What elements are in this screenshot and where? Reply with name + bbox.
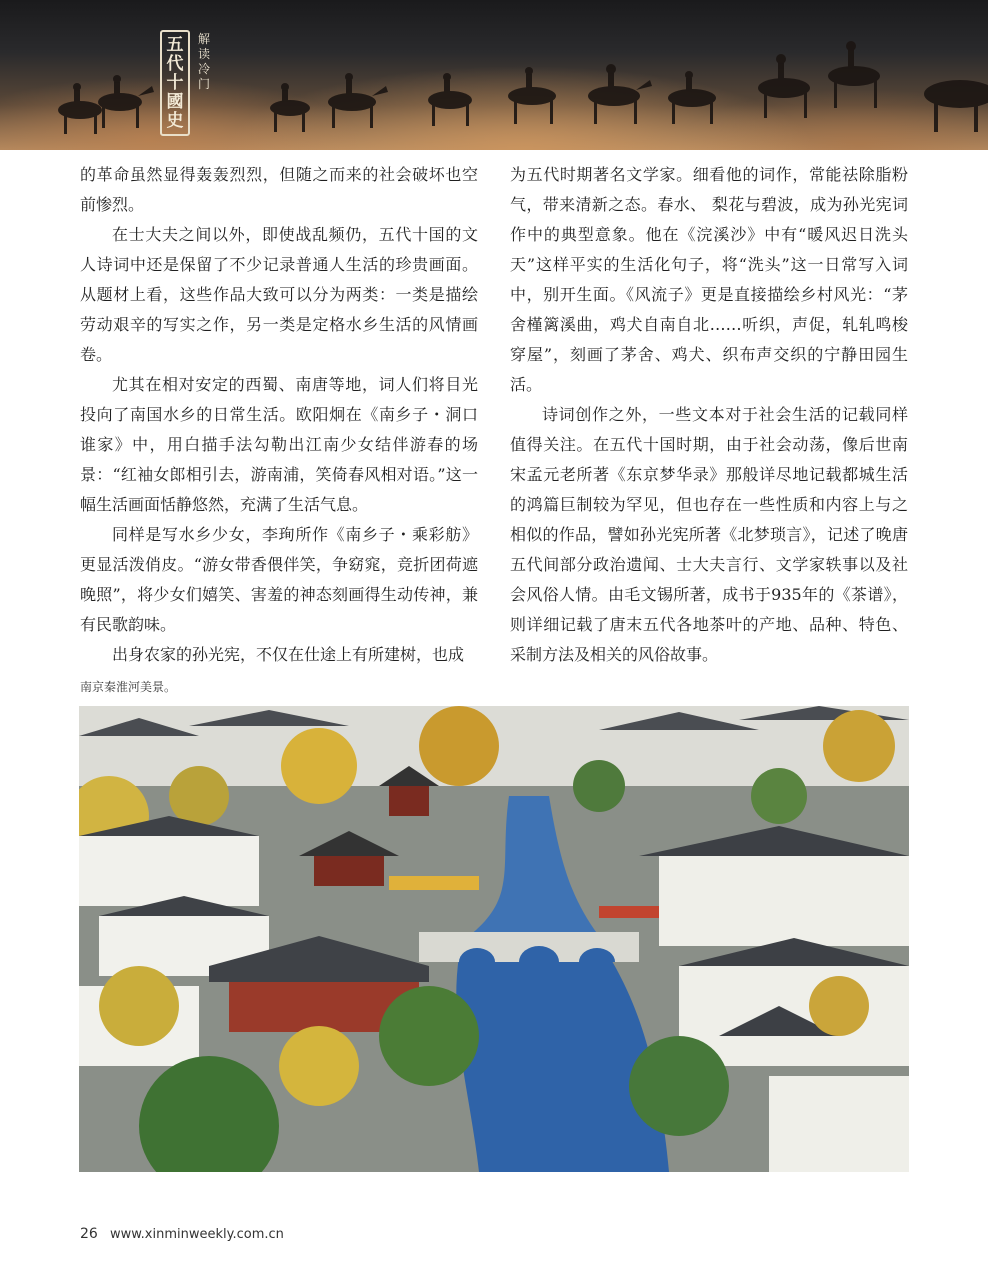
photo-caption: 南京秦淮河美景。 bbox=[80, 680, 177, 694]
paragraph: 诗词创作之外，一些文本对于社会生活的记载同样值得关注。在五代十国时期，由于社会动荡，像后世南宋孟元老所著《东京梦华录》那般详尽地记载都城生活的鸿篇巨制较为罕见，但也存在一些性质和内容上与之相似的作品，譬如孙光宪所著《北梦琐言》，记述了晚唐五代间部分政治遗闻、士大夫言行、文学家轶事以及社会风俗人情。由毛文锡所著，成书于935年的《茶谱》，则详细记载了唐末五代各地茶叶的产地、品种、特色、采制方法及相关的风俗故事。 bbox=[510, 405, 908, 664]
paragraph: 同样是写水乡少女，李珣所作《南乡子・乘彩舫》更显活泼俏皮。“游女带香偎伴笑，争窈窕，竞折团荷遮晚照”，将少女们嬉笑、害羞的神态刻画得生动传神，兼有民歌韵味。 bbox=[80, 525, 478, 634]
page-footer bbox=[80, 1226, 284, 1242]
paragraph: 尤其在相对安定的西蜀、南唐等地，词人们将目光投向了南国水乡的日常生活。欧阳炯在《南乡子・洞口谁家》中，用白描手法勾勒出江南少女结伴游春的场景：“红袖女郎相引去，游南浦，笑倚春风相对语。”这一幅生活画面恬静悠然，充满了生活气息。 bbox=[80, 375, 478, 514]
tag-char: 解 bbox=[197, 32, 210, 46]
column-seal bbox=[160, 30, 190, 136]
seal-char: 代 bbox=[166, 54, 184, 75]
seal-char: 五 bbox=[166, 35, 184, 56]
left-column bbox=[80, 160, 478, 670]
paragraph: 出身农家的孙光宪，不仅在仕途上有所建树，也成 bbox=[112, 645, 465, 664]
paragraph: 的革命虽然显得轰轰烈烈，但随之而来的社会破坏也空前惨烈。 bbox=[80, 165, 478, 214]
river-town-illustration bbox=[79, 706, 909, 1172]
tag-char: 读 bbox=[197, 47, 210, 61]
qinhuai-river-photo bbox=[79, 706, 909, 1172]
page-number: 26 bbox=[80, 1226, 98, 1242]
tag-char: 门 bbox=[197, 77, 210, 91]
tag-char: 冷 bbox=[197, 62, 210, 76]
column-tag bbox=[196, 32, 212, 92]
paragraph: 在士大夫之间以外，即使战乱频仍，五代十国的文人诗词中还是保留了不少记录普通人生活的珍贵画面。从题材上看，这些作品大致可以分为两类：一类是描绘劳动艰辛的写实之作，另一类是定格水乡生活的风情画卷。 bbox=[80, 225, 478, 364]
seal-char: 史 bbox=[166, 110, 184, 131]
seal-char: 國 bbox=[166, 91, 184, 112]
seal-char: 十 bbox=[166, 72, 184, 93]
header-photo bbox=[0, 0, 988, 150]
website-url: www.xinminweekly.com.cn bbox=[109, 1227, 284, 1242]
right-column bbox=[510, 160, 908, 670]
paragraph: 为五代时期著名文学家。细看他的词作，常能祛除脂粉气，带来清新之态。春水、 梨花与碧波，成为孙光宪词作中的典型意象。他在《浣溪沙》中有“暖风迟日洗头天”这样平实的生活化句子，将“洗头”这一日常写入词中，别开生面。《风流子》更是直接描绘乡村风光：“茅舍槿篱溪曲，鸡犬自南自北……听织，声促，轧轧鸣梭穿屋”，刻画了茅舍、鸡犬、织布声交织的宁静田园生活。 bbox=[510, 165, 908, 394]
horse-riders-silhouette bbox=[0, 0, 988, 150]
